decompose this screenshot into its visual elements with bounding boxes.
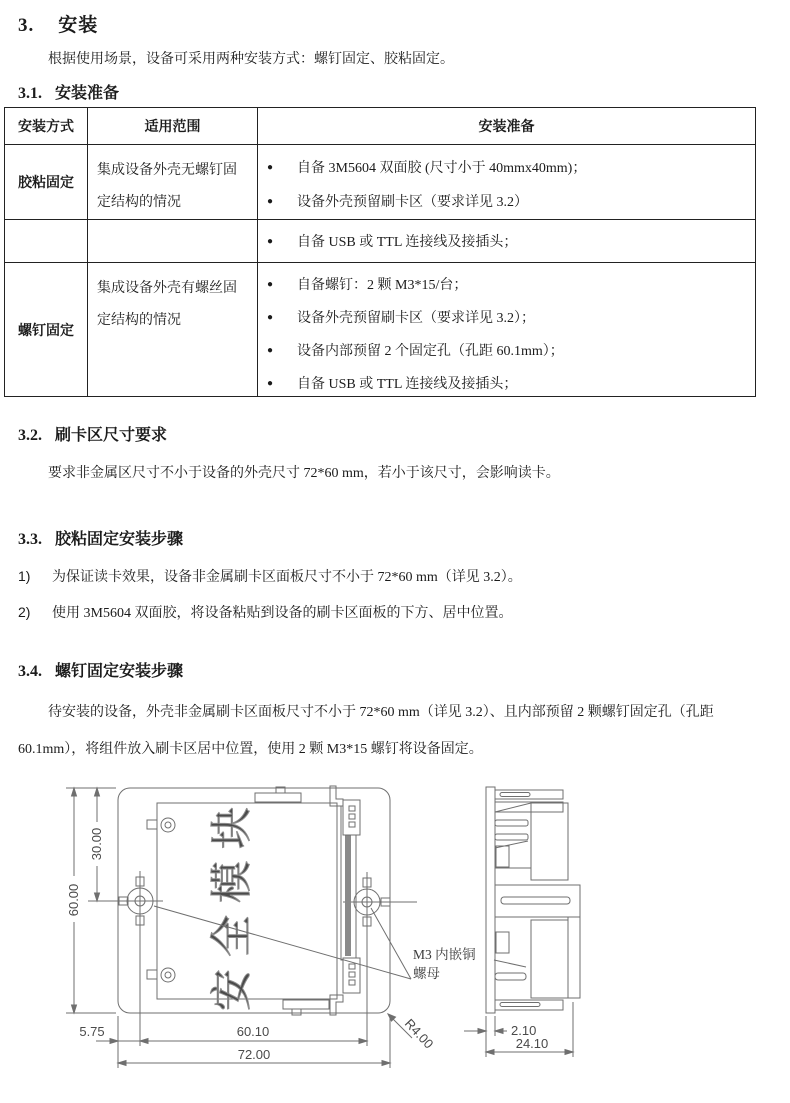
item-number: 1) xyxy=(18,568,31,584)
col-header-scope: 适用范围 xyxy=(88,108,258,145)
col-header-prep: 安装准备 xyxy=(258,108,756,145)
lower-body-block xyxy=(531,920,568,998)
dim-label: 72.00 xyxy=(237,1047,271,1062)
bullet-text: 自备 USB 或 TTL 连接线及接插头； xyxy=(297,377,518,392)
dim-label: 60.10 xyxy=(236,1024,270,1039)
callout-text-line2: 螺母 xyxy=(413,966,440,981)
section-3-4-paragraph: 待安装的设备，外壳非金属刷卡区面板尺寸不小于 72*60 mm（详见 3.2）、且内部预留 2 颗螺钉固定孔（孔距 60.1mm），将组件放入刷卡区居中位置，使用 2 颗 M3*15 螺钉将设备固定。 xyxy=(18,705,714,757)
heading-title: 胶粘固定安装步骤 xyxy=(55,531,184,548)
dim-hole-offset-30 xyxy=(88,788,116,901)
cell-scope xyxy=(88,145,258,220)
col-header-method: 安装方式 xyxy=(5,108,88,145)
screw-post-bottom xyxy=(147,968,175,982)
section-heading-3 xyxy=(18,10,98,37)
item-number: 2) xyxy=(18,604,31,620)
heading-title: 安装 xyxy=(58,15,99,36)
numbered-item-2 xyxy=(18,602,778,624)
table-header-row xyxy=(5,108,756,145)
bullet-item xyxy=(258,193,755,213)
heading-number: 3.3. xyxy=(18,531,42,548)
dim-label: 24.10 xyxy=(515,1036,549,1051)
table-row-common xyxy=(5,220,756,263)
cable-connector-top xyxy=(343,800,360,835)
item-text: 使用 3M5604 双面胶，将设备粘贴到设备的刷卡区面板的下方、居中位置。 xyxy=(52,606,513,621)
mid-flange xyxy=(495,885,580,917)
callout-text-line1: M3 内嵌铜 xyxy=(413,947,476,962)
scope-line: 集成设备外壳无螺钉固 xyxy=(97,163,237,178)
bullet-text: 设备内部预留 2 个固定孔（孔距 60.1mm）； xyxy=(297,344,564,359)
dim-label: 60.00 xyxy=(66,883,81,917)
cell-method: 胶粘固定 xyxy=(5,145,88,220)
dim-thickness-2-10 xyxy=(464,1016,536,1038)
bullet-item xyxy=(258,159,755,179)
cell-prep xyxy=(258,220,756,263)
dim-label: 30.00 xyxy=(89,827,104,861)
scope-line: 定结构的情况 xyxy=(97,195,181,210)
panel-plate xyxy=(486,787,495,1013)
bullet-icon: ● xyxy=(267,162,274,173)
bullet-text: 自备 3M5604 双面胶 (尺寸小于 40mmx40mm)； xyxy=(297,161,587,176)
upper-body-block xyxy=(531,803,568,880)
bullet-item xyxy=(258,276,755,296)
cable-connector-bottom xyxy=(343,958,360,993)
section-heading-3-1 xyxy=(18,80,119,103)
scope-line: 定结构的情况 xyxy=(97,313,181,328)
bullet-item xyxy=(258,309,755,329)
section-heading-3-3 xyxy=(18,526,183,549)
table-row-screw xyxy=(5,263,756,397)
bullet-icon: ● xyxy=(267,312,274,323)
bullet-text: 自备 USB 或 TTL 连接线及接插头； xyxy=(297,235,518,250)
section-3-2-paragraph: 要求非金属区尺寸不小于设备的外壳尺寸 72*60 mm，若小于该尺寸，会影响读卡。 xyxy=(48,466,560,481)
heading-title: 螺钉固定安装步骤 xyxy=(55,663,184,680)
intro-paragraph: 根据使用场景，设备可采用两种安装方式：螺钉固定、胶粘固定。 xyxy=(48,52,454,67)
table-row-glue xyxy=(5,145,756,220)
cell-scope xyxy=(88,263,258,397)
section-heading-3-4 xyxy=(18,658,183,681)
bullet-item xyxy=(258,233,755,253)
heading-number: 3. xyxy=(18,15,35,36)
cell-prep xyxy=(258,145,756,220)
bullet-icon: ● xyxy=(267,378,274,389)
corner-radius-callout xyxy=(388,1014,436,1051)
bullet-icon: ● xyxy=(267,196,274,207)
bullet-text: 设备外壳预留刷卡区（要求详见 3.2） xyxy=(297,195,528,210)
dim-label: R4.00 xyxy=(401,1015,437,1052)
heading-number: 3.2. xyxy=(18,427,42,444)
heading-number: 3.1. xyxy=(18,85,42,102)
dim-label: 2.10 xyxy=(511,1023,537,1038)
silkscreen-module-text: 安全模块 xyxy=(210,794,256,1012)
bullet-icon: ● xyxy=(267,236,274,247)
heading-title: 刷卡区尺寸要求 xyxy=(55,427,168,444)
nut-callout xyxy=(154,906,476,981)
bullet-text: 设备外壳预留刷卡区（要求详见 3.2）； xyxy=(297,311,535,326)
mounting-hole-left xyxy=(116,871,163,1046)
heading-number: 3.4. xyxy=(18,663,42,680)
installation-prep-table xyxy=(4,107,756,397)
side-view-drawing xyxy=(464,787,580,1057)
item-text: 为保证读卡效果，设备非金属刷卡区面板尺寸不小于 72*60 mm（详见 3.2）。 xyxy=(52,570,522,585)
dim-hole-pitch-60-10 xyxy=(140,1024,367,1044)
bullet-item xyxy=(258,342,755,362)
numbered-item-1 xyxy=(18,566,778,588)
dim-edge-offset-5-75 xyxy=(79,1024,140,1044)
cell-method xyxy=(5,220,88,263)
cell-method: 螺钉固定 xyxy=(5,263,88,397)
bullet-icon: ● xyxy=(267,279,274,290)
bullet-icon: ● xyxy=(267,345,274,356)
cell-scope xyxy=(88,220,258,263)
installation-dimension-drawing xyxy=(0,770,790,1100)
section-heading-3-2 xyxy=(18,422,167,445)
cell-prep xyxy=(258,263,756,397)
bullet-text: 自备螺钉：2 颗 M3*15/台； xyxy=(297,278,468,293)
dim-label: 5.75 xyxy=(79,1024,105,1039)
front-view-drawing xyxy=(66,786,476,1068)
screw-post-top xyxy=(147,818,175,832)
heading-title: 安装准备 xyxy=(55,85,120,102)
scope-line: 集成设备外壳有螺丝固 xyxy=(97,281,237,296)
bullet-item xyxy=(258,375,755,395)
